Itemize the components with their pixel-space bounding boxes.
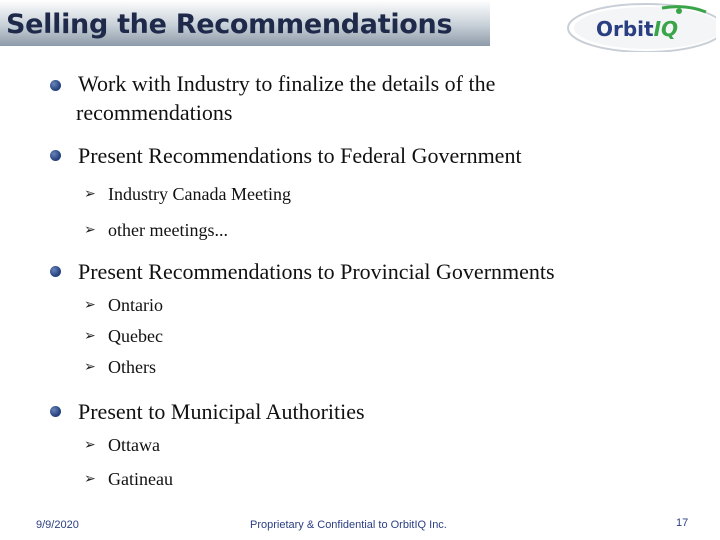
arrow-bullet-icon: ➢ xyxy=(84,471,96,487)
sub-item: Gatineau xyxy=(108,469,173,489)
arrow-bullet-icon: ➢ xyxy=(84,297,96,313)
logo-text-orbit: Orbit xyxy=(596,17,654,41)
sub-item: Others xyxy=(108,357,156,377)
bullet-1-line2: recommendations xyxy=(76,100,233,125)
sub-item: other meetings... xyxy=(108,220,228,240)
footer-confidential: Proprietary & Confidential to OrbitIQ Inc. xyxy=(250,519,447,531)
sub-item: Quebec xyxy=(108,326,163,346)
bullet-4-text: Present to Municipal Authorities xyxy=(78,399,365,424)
bullet-icon xyxy=(50,150,61,161)
arrow-bullet-icon: ➢ xyxy=(84,359,96,375)
sub-item: Ontario xyxy=(108,295,163,315)
svg-text:OrbitIQ xyxy=(596,17,678,41)
logo-dot xyxy=(676,8,682,14)
sub-item: Ottawa xyxy=(108,435,160,455)
bullet-3-text: Present Recommendations to Provincial Governments xyxy=(78,259,555,284)
footer-date: 9/9/2020 xyxy=(36,519,79,531)
orbitiq-logo xyxy=(566,0,716,52)
arrow-bullet-icon: ➢ xyxy=(84,186,96,202)
bullet-icon xyxy=(50,80,61,91)
bullet-icon xyxy=(50,266,61,277)
logo-text-iq: IQ xyxy=(653,17,679,41)
arrow-bullet-icon: ➢ xyxy=(84,328,96,344)
slide-title: Selling the Recommendations xyxy=(6,9,453,40)
bullet-icon xyxy=(50,406,61,417)
bullet-1-line1: Work with Industry to finalize the details of the xyxy=(78,71,496,96)
arrow-bullet-icon: ➢ xyxy=(84,222,96,238)
arrow-bullet-icon: ➢ xyxy=(84,437,96,453)
page-number: 17 xyxy=(676,517,689,529)
sub-item: Industry Canada Meeting xyxy=(108,184,291,204)
bullet-2-text: Present Recommendations to Federal Government xyxy=(78,143,522,168)
